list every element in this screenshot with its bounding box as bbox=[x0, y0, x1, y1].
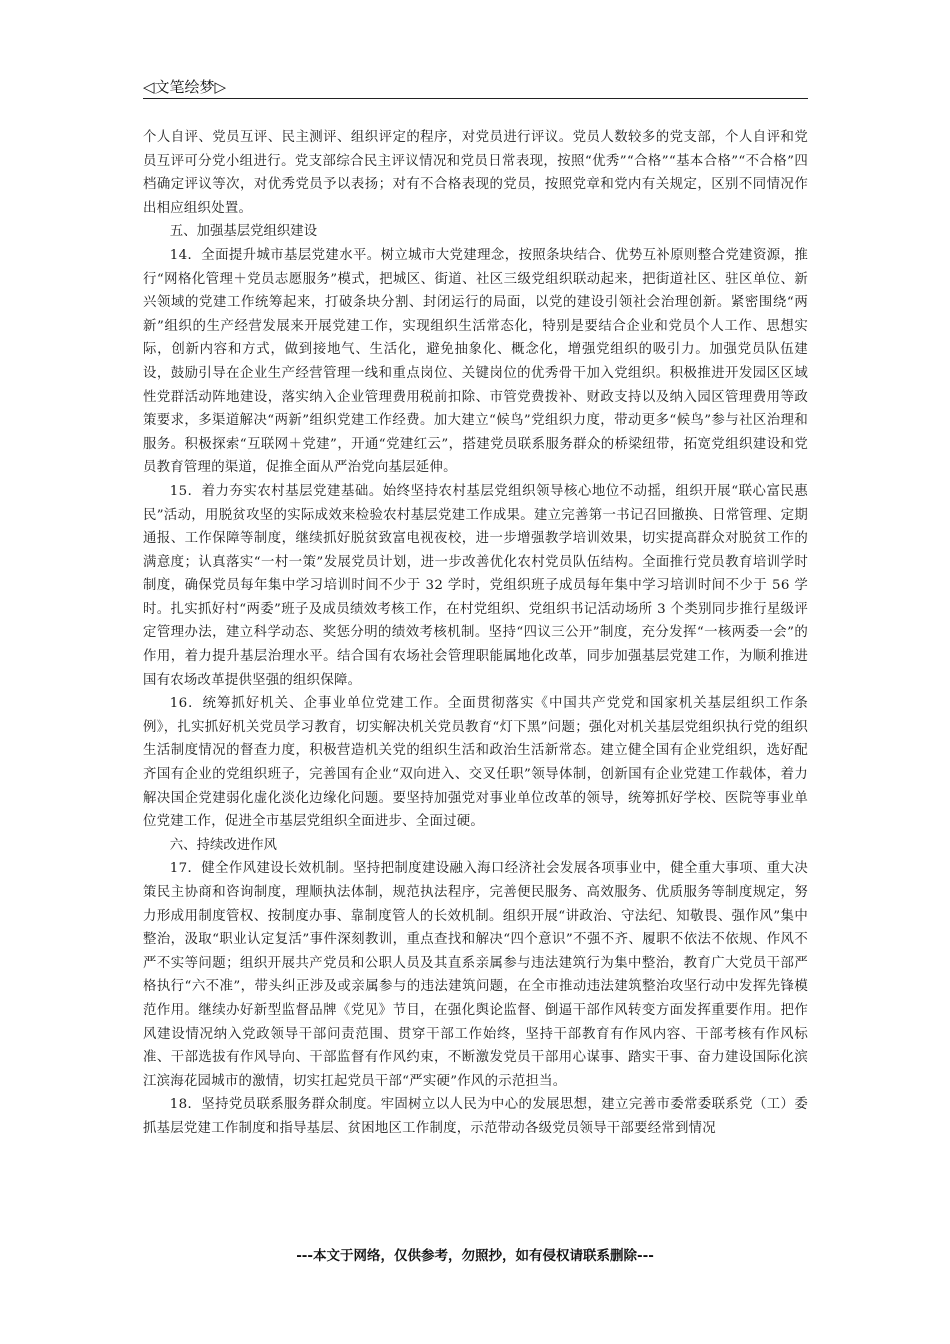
paragraph-17: 17．健全作风建设长效机制。坚持把制度建设融入海口经济社会发展各项事业中，健全重大事项、重大决策民主协商和咨询制度，理顺执法体制，规范执法程序，完善便民服务、高效服务、优质服务等制度规定，努力形成用制度管权、按制度办事、靠制度管人的长效机制。组织开展“讲政治、守法纪、知敬畏、强作风”集中整治，汲取“职业认定复活”事件深刻教训，重点查找和解决“四个意识”不强不齐、履职不依法不依规、作风不严不实等问题；组织开展共产党员和公职人员及其直系亲属参与违法建筑行为集中整治，教育广大党员干部严格执行“六不准”，带头纠正涉及或亲属参与的违法建筑问题，在全市推动违法建筑整治攻坚行动中发挥先锋模范作用。继续办好新型监督品牌《党见》节目，在强化舆论监督、倒逼干部作风转变方面发挥重要作用。把作风建设情况纳入党政领导干部问责范围、贯穿干部工作始终，坚持干部教育有作风内容、干部考核有作风标准、干部选拔有作风导向、干部监督有作风约束，不断激发党员干部用心谋事、踏实干事、奋力建设国际化滨江滨海花园城市的激情，切实扛起党员干部“严实硬”作风的示范担当。 bbox=[143, 861, 808, 1089]
page-footer-disclaimer: ---本文于网络，仅供参考，勿照抄，如有侵权请联系删除--- bbox=[296, 1248, 654, 1264]
section-heading-6: 六、持续改进作风 bbox=[169, 837, 277, 853]
paragraph-18: 18．坚持党员联系服务群众制度。牢固树立以人民为中心的发展思想，建立完善市委常委联系党（工）委抓基层党建工作制度和指导基层、贫困地区工作制度，示范带动各级党员领导干部要经常到情况 bbox=[143, 1097, 808, 1136]
paragraph-continuation: 个人自评、党员互评、民主测评、组织评定的程序，对党员进行评议。党员人数较多的党支部，个人自评和党员互评可分党小组进行。党支部综合民主评议情况和党员日常表现，按照“优秀”“合格”“基本合格”“不合格”四档确定评议等次，对优秀党员予以表扬；对有不合格表现的党员，按照党章和党内有关规定，区别不同情况作出相应组织处置。 bbox=[143, 130, 808, 216]
page-header bbox=[143, 72, 808, 99]
document-body bbox=[143, 126, 808, 1141]
paragraph-16: 16．统筹抓好机关、企事业单位党建工作。全面贯彻落实《中国共产党党和国家机关基层组织工作条例》，扎实抓好机关党员学习教育，切实解决机关党员教育“灯下黑”问题；强化对机关基层党组织执行党的组织生活制度情况的督查力度，积极营造机关党的组织生活和政治生活新常态。建立健全国有企业党组织，选好配齐国有企业的党组织班子，完善国有企业“双向进入、交叉任职”领导体制，创新国有企业党建工作载体，着力解决国企党建弱化虚化淡化边缘化问题。要坚持加强党对事业单位改革的领导，统筹抓好学校、医院等事业单位党建工作，促进全市基层党组织全面进步、全面过硬。 bbox=[143, 696, 808, 830]
brand-logo-text: ◁文笔绘梦▷ bbox=[143, 78, 227, 96]
section-heading-5: 五、加强基层党组织建设 bbox=[169, 224, 318, 240]
paragraph-15: 15．着力夯实农村基层党建基础。始终坚持农村基层党组织领导核心地位不动摇，组织开展“联心富民惠民”活动，用脱贫攻坚的实际成效来检验农村基层党建工作成果。建立完善第一书记召回撤换、日常管理、定期通报、工作保障等制度，继续抓好脱贫致富电视夜校，进一步增强教学培训效果，切实提高群众对脱贫工作的满意度；认真落实“一村一策”发展党员计划，进一步改善优化农村党员队伍结构。全面推行党员教育培训学时制度，确保党员每年集中学习培训时间不少于 32 学时，党组织班子成员每年集中学习培训时间不少于 56 学时。扎实抓好村“两委”班子及成员绩效考核工作，在村党组织、党组织书记活动场所 3 个类别同步推行星级评定管理办法，建立科学动态、奖惩分明的绩效考核机制。坚持“四议三公开”制度，充分发挥“一核两委一会”的作用，着力提升基层治理水平。结合国有农场社会管理职能属地化改革，同步加强基层党建工作，为顺利推进国有农场改革提供坚强的组织保障。 bbox=[143, 483, 808, 688]
paragraph-14: 14．全面提升城市基层党建水平。树立城市大党建理念，按照条块结合、优势互补原则整合党建资源，推行“网格化管理＋党员志愿服务”模式，把城区、街道、社区三级党组织联动起来，把街道社区、驻区单位、新兴领域的党建工作统筹起来，打破条块分割、封闭运行的局面，以党的建设引领社会治理创新。紧密围绕“两新”组织的生产经营发展来开展党建工作，实现组织生活常态化，特别是要结合企业和党员个人工作、思想实际，创新内容和方式，做到接地气、生活化，避免抽象化、概念化，增强党组织的吸引力。加强党员队伍建设，鼓励引导在企业生产经营管理一线和重点岗位、关键岗位的优秀骨干加入党组织。积极推进开发园区区域性党群活动阵地建设，落实纳入企业管理费用税前扣除、市管党费拨补、财政支持以及纳入园区管理费用等政策要求，多渠道解决“两新”组织党建工作经费。加大建立“候鸟”党组织力度，带动更多“候鸟”参与社区治理和服务。积极探索“互联网＋党建”，开通“党建红云”，搭建党员联系服务群众的桥梁纽带，拓宽党组织建设和党员教育管理的渠道，促推全面从严治党向基层延伸。 bbox=[143, 247, 808, 476]
